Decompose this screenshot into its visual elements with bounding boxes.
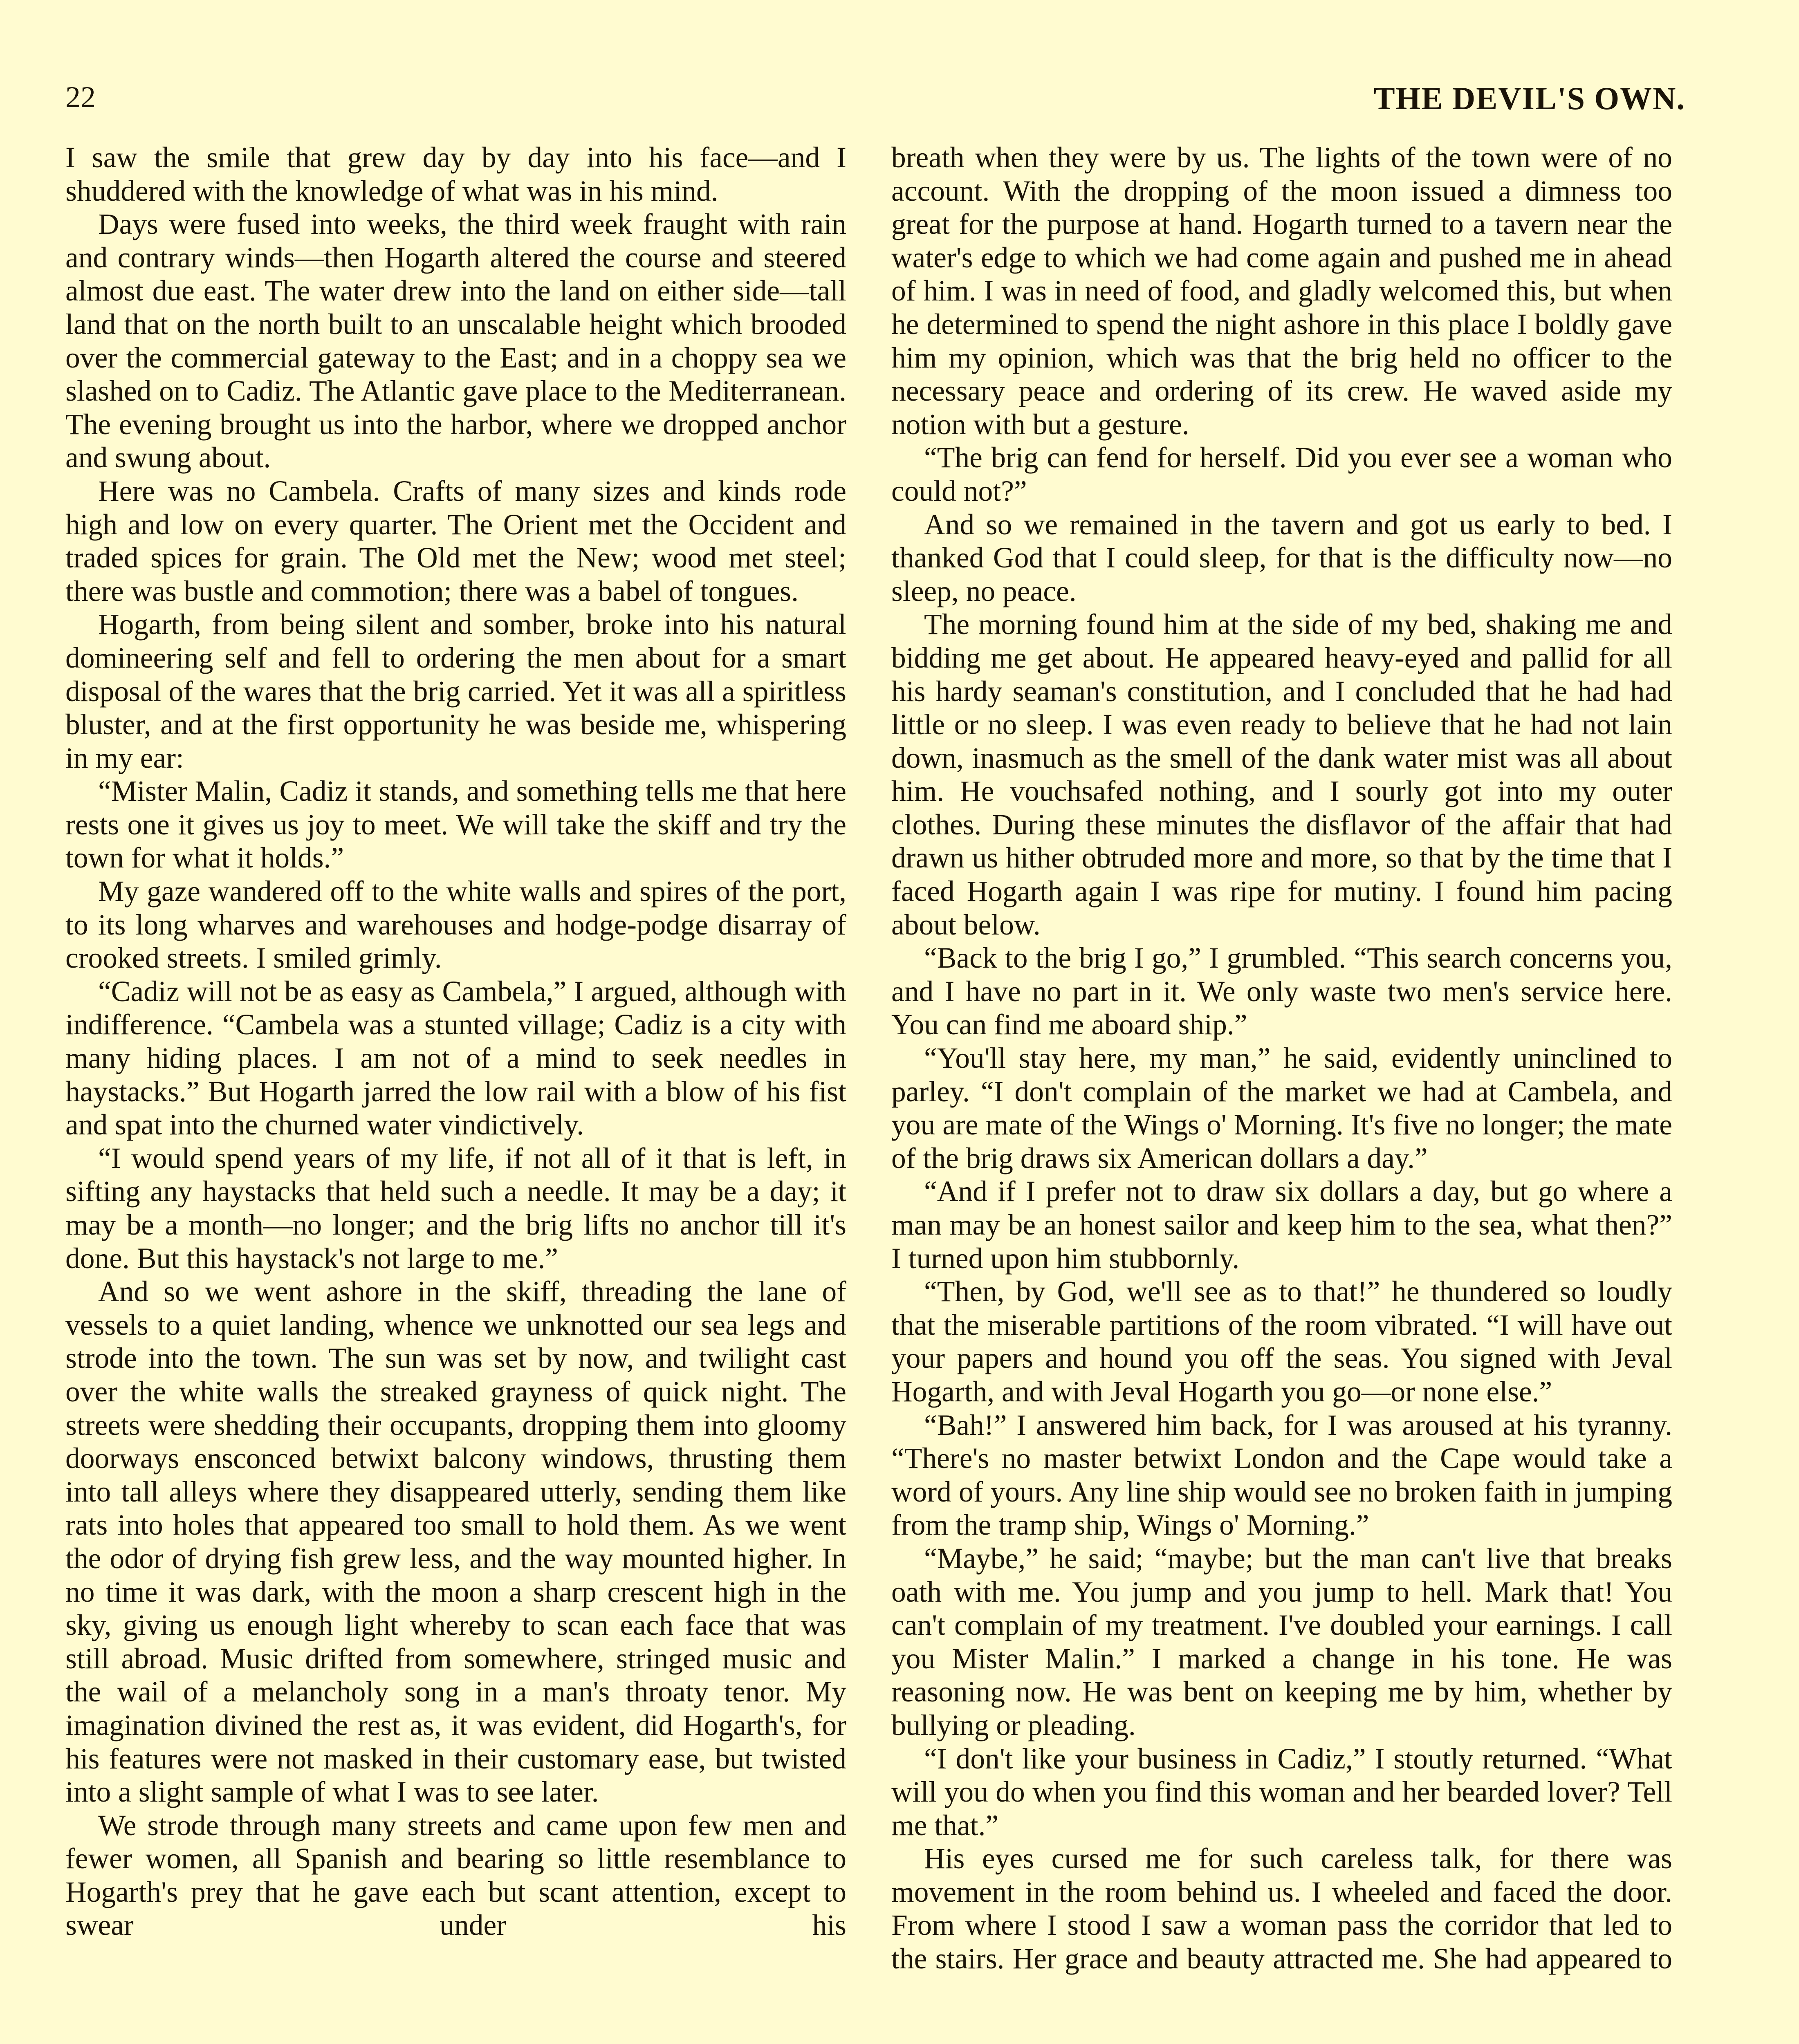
paragraph: My gaze wandered off to the white walls and spires of the port, to its long wharves and warehouses and hodge-podge disarray of crooked streets. I smiled grimly. bbox=[65, 875, 846, 975]
paragraph: “Mister Malin, Cadiz it stands, and something tells me that here rests one it gives us joy to meet. We will take the skiff and try the town for what it holds.” bbox=[65, 775, 846, 874]
paragraph: “Then, by God, we'll see as to that!” he thundered so loudly that the miserable partitions of the room vibrated. “I will have out your papers and hound you off the seas. You signed with Jeval Hogarth, and with Jeval Hogarth you go—or none else.” bbox=[891, 1275, 1672, 1408]
right-column bbox=[891, 141, 1672, 1976]
paragraph: And so we remained in the tavern and got us early to bed. I thanked God that I could sleep, for that is the difficulty now—no sleep, no peace. bbox=[891, 508, 1672, 607]
paragraph: “Bah!” I answered him back, for I was aroused at his tyranny. “There's no master betwixt London and the Cape would take a word of yours. Any line ship would see no broken faith in jumping from the tramp ship, Wings o' Morning.” bbox=[891, 1409, 1672, 1542]
paragraph: Days were fused into weeks, the third week fraught with rain and contrary winds—then Hogarth altered the course and steered almost due east. The water drew into the land on either side—tall land that on the north built to an unscalable height which brooded over the commercial gateway to the East; and in a choppy sea we slashed on to Cadiz. The Atlantic gave place to the Mediterranean. The evening brought us into the harbor, where we dropped anchor and swung about. bbox=[65, 208, 846, 474]
paragraph: “You'll stay here, my man,” he said, evidently uninclined to parley. “I don't complain of the market we had at Cambela, and you are mate of the Wings o' Morning. It's five no longer; the mate of the brig draws six American dollars a day.” bbox=[891, 1042, 1672, 1174]
paragraph: “Maybe,” he said; “maybe; but the man can't live that breaks oath with me. You jump and you jump to hell. Mark that! You can't complain of my treatment. I've doubled your earnings. I call you Mister Malin.” I marked a change in his tone. He was reasoning now. He was bent on keeping me by him, whether by bullying or pleading. bbox=[891, 1542, 1672, 1741]
paragraph: Hogarth, from being silent and somber, broke into his natural domineering self and fell to ordering the men about for a smart disposal of the wares that the brig carried. Yet it was all a spiritless bluster, and at the first opportunity he was beside me, whispering in my ear: bbox=[65, 608, 846, 774]
paragraph: “I don't like your business in Cadiz,” I stoutly returned. “What will you do when you find this woman and her bearded lover? Tell me that.” bbox=[891, 1742, 1672, 1842]
paragraph: The morning found him at the side of my bed, shaking me and bidding me get about. He appeared heavy-eyed and pallid for all his hardy seaman's constitution, and I concluded that he had had little or no sleep. I was even ready to believe that he had not lain down, inasmuch as the smell of the dank water mist was all about him. He vouchsafed nothing, and I sourly got into my outer clothes. During these minutes the disflavor of the affair that had drawn us hither obtruded more and more, so that by the time that I faced Hogarth again I was ripe for mutiny. I found him pacing about below. bbox=[891, 608, 1672, 941]
left-column bbox=[65, 141, 846, 1942]
paragraph: We strode through many streets and came upon few men and fewer women, all Spanish and bearing so little resemblance to Hogarth's prey that he gave each but scant attention, except to swear under his bbox=[65, 1809, 846, 1942]
paragraph: breath when they were by us. The lights of the town were of no account. With the dropping of the moon issued a dimness too great for the purpose at hand. Hogarth turned to a tavern near the water's edge to which we had come again and pushed me in ahead of him. I was in need of food, and gladly welcomed this, but when he determined to spend the night ashore in this place I boldly gave him my opinion, which was that the brig held no officer to the necessary peace and ordering of its crew. He waved aside my notion with but a gesture. bbox=[891, 141, 1672, 441]
paragraph: His eyes cursed me for such careless talk, for there was movement in the room behind us. I wheeled and faced the door. From where I stood I saw a woman pass the corridor that led to the stairs. Her grace and beauty attracted me. She had appeared to bbox=[891, 1842, 1672, 1975]
paragraph: “And if I prefer not to draw six dollars a day, but go where a man may be an honest sailor and keep him to the sea, what then?” I turned upon him stubbornly. bbox=[891, 1175, 1672, 1275]
page-header bbox=[65, 80, 1685, 121]
paragraph: I saw the smile that grew day by day into his face—and I shuddered with the knowledge of what was in his mind. bbox=[65, 141, 846, 207]
paragraph: “Cadiz will not be as easy as Cambela,” I argued, although with indifference. “Cambela was a stunted village; Cadiz is a city with many hiding places. I am not of a mind to seek needles in haystacks.” But Hogarth jarred the low rail with a blow of his fist and spat into the churned water vindictively. bbox=[65, 975, 846, 1141]
paragraph: And so we went ashore in the skiff, threading the lane of vessels to a quiet landing, whence we unknotted our sea legs and strode into the town. The sun was set by now, and twilight cast over the white walls the streaked grayness of quick night. The streets were shedding their occupants, dropping them into gloomy doorways ensconced betwixt balcony windows, thrusting them into tall alleys where they disappeared utterly, sending them like rats into holes that appeared too small to hold them. As we went the odor of drying fish grew less, and the way mounted higher. In no time it was dark, with the moon a sharp crescent high in the sky, giving us enough light whereby to scan each face that was still abroad. Music drifted from somewhere, stringed music and the wail of a melancholy song in a man's throaty tenor. My imagination divined the rest as, it was evident, did Hogarth's, for his features were not masked in their customary ease, but twisted into a slight sample of what I was to see later. bbox=[65, 1275, 846, 1809]
paragraph: Here was no Cambela. Crafts of many sizes and kinds rode high and low on every quarter. The Orient met the Occident and traded spices for grain. The Old met the New; wood met steel; there was bustle and commotion; there was a babel of tongues. bbox=[65, 475, 846, 607]
running-title: THE DEVIL'S OWN. bbox=[1373, 81, 1685, 116]
paragraph: “Back to the brig I go,” I grumbled. “This search concerns you, and I have no part in it. We only waste two men's service here. You can find me aboard ship.” bbox=[891, 942, 1672, 1041]
page-number: 22 bbox=[65, 81, 96, 114]
paragraph: “I would spend years of my life, if not all of it that is left, in sifting any haystacks that held such a needle. It may be a day; it may be a month—no longer; and the brig lifts no anchor till it's done. But this haystack's not large to me.” bbox=[65, 1142, 846, 1275]
paragraph: “The brig can fend for herself. Did you ever see a woman who could not?” bbox=[891, 442, 1672, 507]
